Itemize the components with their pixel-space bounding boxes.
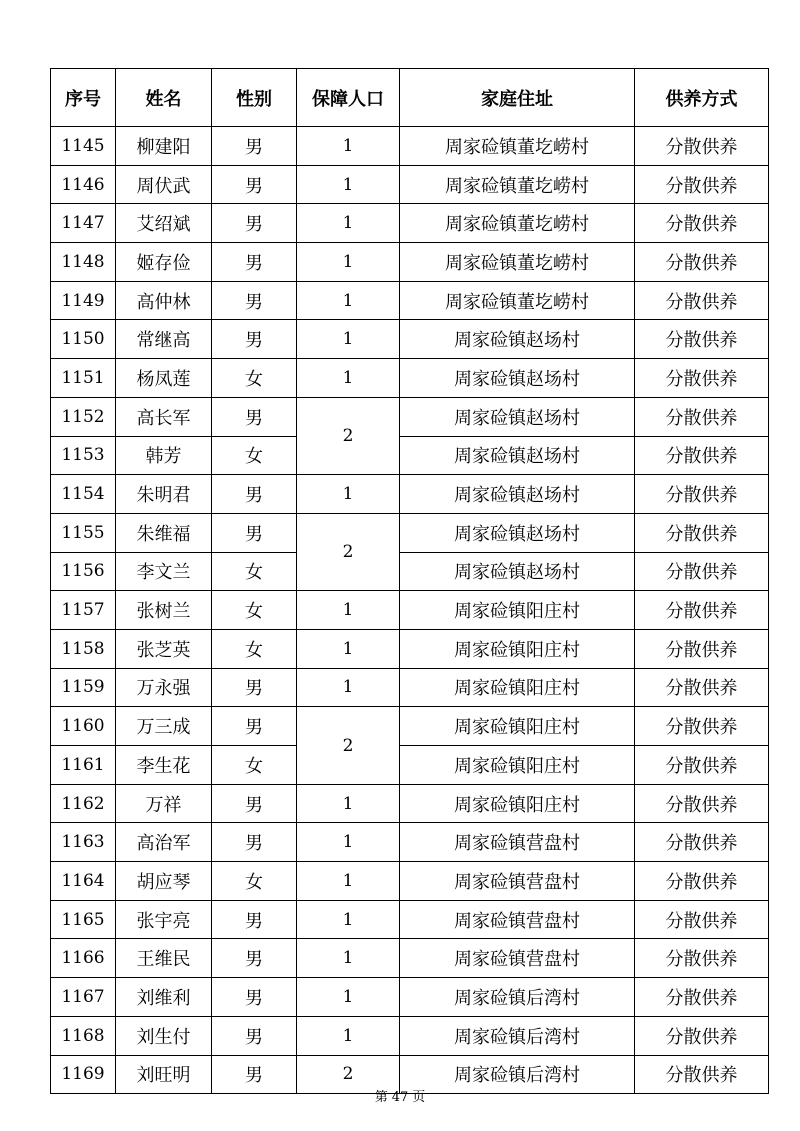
table-row xyxy=(51,127,769,166)
header-gender: 性别 xyxy=(212,69,297,127)
cell-gender: 女 xyxy=(212,359,297,398)
table-row xyxy=(51,359,769,398)
cell-support-method: 分散供养 xyxy=(635,397,769,436)
cell-gender: 男 xyxy=(212,475,297,514)
cell-name: 刘生付 xyxy=(116,1016,212,1055)
cell-covered-people: 1 xyxy=(297,127,400,166)
cell-covered-people: 1 xyxy=(297,823,400,862)
cell-covered-people: 1 xyxy=(297,165,400,204)
cell-home-address: 周家硷镇后湾村 xyxy=(400,1055,635,1094)
cell-serial-number: 1167 xyxy=(51,978,116,1017)
cell-name: 朱明君 xyxy=(116,475,212,514)
cell-home-address: 周家硷镇董圪崂村 xyxy=(400,127,635,166)
cell-support-method: 分散供养 xyxy=(635,668,769,707)
cell-serial-number: 1166 xyxy=(51,939,116,978)
cell-gender: 男 xyxy=(212,668,297,707)
cell-serial-number: 1159 xyxy=(51,668,116,707)
cell-name: 艾绍斌 xyxy=(116,204,212,243)
cell-gender: 男 xyxy=(212,165,297,204)
cell-support-method: 分散供养 xyxy=(635,939,769,978)
cell-support-method: 分散供养 xyxy=(635,746,769,785)
cell-support-method: 分散供养 xyxy=(635,281,769,320)
cell-home-address: 周家硷镇阳庄村 xyxy=(400,629,635,668)
cell-covered-people: 1 xyxy=(297,939,400,978)
table-row xyxy=(51,978,769,1017)
cell-support-method: 分散供养 xyxy=(635,591,769,630)
cell-name: 刘旺明 xyxy=(116,1055,212,1094)
cell-gender: 男 xyxy=(212,1016,297,1055)
cell-covered-people: 1 xyxy=(297,1016,400,1055)
table-row xyxy=(51,900,769,939)
cell-support-method: 分散供养 xyxy=(635,1055,769,1094)
cell-serial-number: 1169 xyxy=(51,1055,116,1094)
cell-name: 万永强 xyxy=(116,668,212,707)
cell-serial-number: 1151 xyxy=(51,359,116,398)
table-row xyxy=(51,629,769,668)
header-support-method: 供养方式 xyxy=(635,69,769,127)
header-covered-people: 保障人口 xyxy=(297,69,400,127)
cell-serial-number: 1157 xyxy=(51,591,116,630)
cell-name: 高长军 xyxy=(116,397,212,436)
cell-home-address: 周家硷镇赵场村 xyxy=(400,436,635,475)
cell-name: 柳建阳 xyxy=(116,127,212,166)
cell-name: 高治军 xyxy=(116,823,212,862)
table-row xyxy=(51,552,769,591)
cell-covered-people: 1 xyxy=(297,862,400,901)
cell-serial-number: 1149 xyxy=(51,281,116,320)
cell-support-method: 分散供养 xyxy=(635,204,769,243)
cell-support-method: 分散供养 xyxy=(635,127,769,166)
table-row xyxy=(51,746,769,785)
cell-support-method: 分散供养 xyxy=(635,629,769,668)
cell-gender: 男 xyxy=(212,320,297,359)
cell-name: 高仲林 xyxy=(116,281,212,320)
cell-home-address: 周家硷镇董圪崂村 xyxy=(400,281,635,320)
cell-covered-people: 1 xyxy=(297,629,400,668)
page-number-value: 47 xyxy=(391,1090,409,1105)
cell-covered-people: 2 xyxy=(297,513,400,590)
cell-support-method: 分散供养 xyxy=(635,436,769,475)
table-header-row xyxy=(51,69,769,127)
cell-name: 万祥 xyxy=(116,784,212,823)
cell-home-address: 周家硷镇阳庄村 xyxy=(400,668,635,707)
cell-home-address: 周家硷镇阳庄村 xyxy=(400,784,635,823)
cell-name: 万三成 xyxy=(116,707,212,746)
table-row xyxy=(51,1016,769,1055)
header-name: 姓名 xyxy=(116,69,212,127)
cell-home-address: 周家硷镇赵场村 xyxy=(400,552,635,591)
cell-gender: 男 xyxy=(212,243,297,282)
cell-support-method: 分散供养 xyxy=(635,513,769,552)
cell-home-address: 周家硷镇赵场村 xyxy=(400,320,635,359)
cell-home-address: 周家硷镇后湾村 xyxy=(400,1016,635,1055)
cell-gender: 男 xyxy=(212,513,297,552)
cell-gender: 男 xyxy=(212,204,297,243)
cell-serial-number: 1145 xyxy=(51,127,116,166)
cell-covered-people: 1 xyxy=(297,668,400,707)
cell-name: 张宇亮 xyxy=(116,900,212,939)
cell-home-address: 周家硷镇董圪崂村 xyxy=(400,243,635,282)
cell-home-address: 周家硷镇阳庄村 xyxy=(400,746,635,785)
cell-covered-people: 1 xyxy=(297,243,400,282)
cell-gender: 男 xyxy=(212,823,297,862)
table-row xyxy=(51,668,769,707)
cell-support-method: 分散供养 xyxy=(635,900,769,939)
cell-gender: 女 xyxy=(212,629,297,668)
cell-serial-number: 1153 xyxy=(51,436,116,475)
cell-home-address: 周家硷镇赵场村 xyxy=(400,359,635,398)
cell-home-address: 周家硷镇赵场村 xyxy=(400,475,635,514)
cell-serial-number: 1150 xyxy=(51,320,116,359)
cell-covered-people: 1 xyxy=(297,591,400,630)
cell-covered-people: 2 xyxy=(297,707,400,784)
cell-gender: 男 xyxy=(212,127,297,166)
cell-gender: 女 xyxy=(212,552,297,591)
table-row xyxy=(51,784,769,823)
cell-home-address: 周家硷镇阳庄村 xyxy=(400,707,635,746)
cell-covered-people: 2 xyxy=(297,1055,400,1094)
cell-gender: 女 xyxy=(212,591,297,630)
table-row xyxy=(51,862,769,901)
cell-home-address: 周家硷镇营盘村 xyxy=(400,862,635,901)
cell-serial-number: 1158 xyxy=(51,629,116,668)
cell-serial-number: 1164 xyxy=(51,862,116,901)
cell-name: 李生花 xyxy=(116,746,212,785)
cell-gender: 男 xyxy=(212,939,297,978)
cell-serial-number: 1152 xyxy=(51,397,116,436)
table-row xyxy=(51,320,769,359)
cell-serial-number: 1168 xyxy=(51,1016,116,1055)
cell-name: 王维民 xyxy=(116,939,212,978)
cell-home-address: 周家硷镇董圪崂村 xyxy=(400,165,635,204)
cell-serial-number: 1156 xyxy=(51,552,116,591)
cell-name: 张芝英 xyxy=(116,629,212,668)
cell-serial-number: 1147 xyxy=(51,204,116,243)
cell-home-address: 周家硷镇赵场村 xyxy=(400,397,635,436)
cell-support-method: 分散供养 xyxy=(635,165,769,204)
table-row xyxy=(51,243,769,282)
cell-covered-people: 1 xyxy=(297,281,400,320)
cell-name: 胡应琴 xyxy=(116,862,212,901)
cell-covered-people: 1 xyxy=(297,784,400,823)
cell-serial-number: 1161 xyxy=(51,746,116,785)
cell-support-method: 分散供养 xyxy=(635,243,769,282)
cell-support-method: 分散供养 xyxy=(635,862,769,901)
cell-support-method: 分散供养 xyxy=(635,359,769,398)
cell-home-address: 周家硷镇阳庄村 xyxy=(400,591,635,630)
cell-gender: 男 xyxy=(212,900,297,939)
cell-gender: 男 xyxy=(212,1055,297,1094)
cell-gender: 男 xyxy=(212,978,297,1017)
cell-serial-number: 1154 xyxy=(51,475,116,514)
cell-name: 刘维利 xyxy=(116,978,212,1017)
cell-home-address: 周家硷镇营盘村 xyxy=(400,939,635,978)
cell-serial-number: 1165 xyxy=(51,900,116,939)
cell-home-address: 周家硷镇董圪崂村 xyxy=(400,204,635,243)
table-row xyxy=(51,823,769,862)
cell-home-address: 周家硷镇后湾村 xyxy=(400,978,635,1017)
cell-gender: 男 xyxy=(212,707,297,746)
table-row xyxy=(51,281,769,320)
cell-support-method: 分散供养 xyxy=(635,320,769,359)
table-body xyxy=(51,127,769,1094)
cell-gender: 男 xyxy=(212,281,297,320)
cell-covered-people: 1 xyxy=(297,320,400,359)
cell-gender: 男 xyxy=(212,397,297,436)
table-row xyxy=(51,165,769,204)
table-row xyxy=(51,939,769,978)
cell-home-address: 周家硷镇赵场村 xyxy=(400,513,635,552)
page-number-prefix: 第 xyxy=(374,1090,388,1105)
cell-covered-people: 2 xyxy=(297,397,400,474)
cell-support-method: 分散供养 xyxy=(635,1016,769,1055)
cell-gender: 女 xyxy=(212,436,297,475)
table-row xyxy=(51,591,769,630)
cell-serial-number: 1163 xyxy=(51,823,116,862)
cell-covered-people: 1 xyxy=(297,900,400,939)
table-row xyxy=(51,707,769,746)
cell-gender: 男 xyxy=(212,784,297,823)
header-home-address: 家庭住址 xyxy=(400,69,635,127)
cell-name: 周伏武 xyxy=(116,165,212,204)
header-serial-number: 序号 xyxy=(51,69,116,127)
cell-name: 杨凤莲 xyxy=(116,359,212,398)
cell-support-method: 分散供养 xyxy=(635,707,769,746)
page-number xyxy=(0,1086,800,1105)
cell-name: 朱维福 xyxy=(116,513,212,552)
cell-gender: 女 xyxy=(212,862,297,901)
cell-name: 张树兰 xyxy=(116,591,212,630)
assistance-roster-table xyxy=(50,68,769,1094)
cell-covered-people: 1 xyxy=(297,359,400,398)
table-row xyxy=(51,436,769,475)
cell-support-method: 分散供养 xyxy=(635,978,769,1017)
cell-gender: 女 xyxy=(212,746,297,785)
cell-support-method: 分散供养 xyxy=(635,552,769,591)
cell-serial-number: 1160 xyxy=(51,707,116,746)
table-row xyxy=(51,475,769,514)
cell-covered-people: 1 xyxy=(297,475,400,514)
cell-name: 常继高 xyxy=(116,320,212,359)
cell-name: 韩芳 xyxy=(116,436,212,475)
table-row xyxy=(51,513,769,552)
cell-serial-number: 1146 xyxy=(51,165,116,204)
cell-serial-number: 1162 xyxy=(51,784,116,823)
cell-covered-people: 1 xyxy=(297,978,400,1017)
cell-support-method: 分散供养 xyxy=(635,823,769,862)
cell-name: 李文兰 xyxy=(116,552,212,591)
page-number-suffix: 页 xyxy=(412,1090,426,1105)
cell-name: 姬存俭 xyxy=(116,243,212,282)
cell-covered-people: 1 xyxy=(297,204,400,243)
cell-serial-number: 1155 xyxy=(51,513,116,552)
cell-support-method: 分散供养 xyxy=(635,784,769,823)
table-row xyxy=(51,397,769,436)
table-row xyxy=(51,204,769,243)
cell-home-address: 周家硷镇营盘村 xyxy=(400,900,635,939)
cell-home-address: 周家硷镇营盘村 xyxy=(400,823,635,862)
cell-serial-number: 1148 xyxy=(51,243,116,282)
cell-support-method: 分散供养 xyxy=(635,475,769,514)
